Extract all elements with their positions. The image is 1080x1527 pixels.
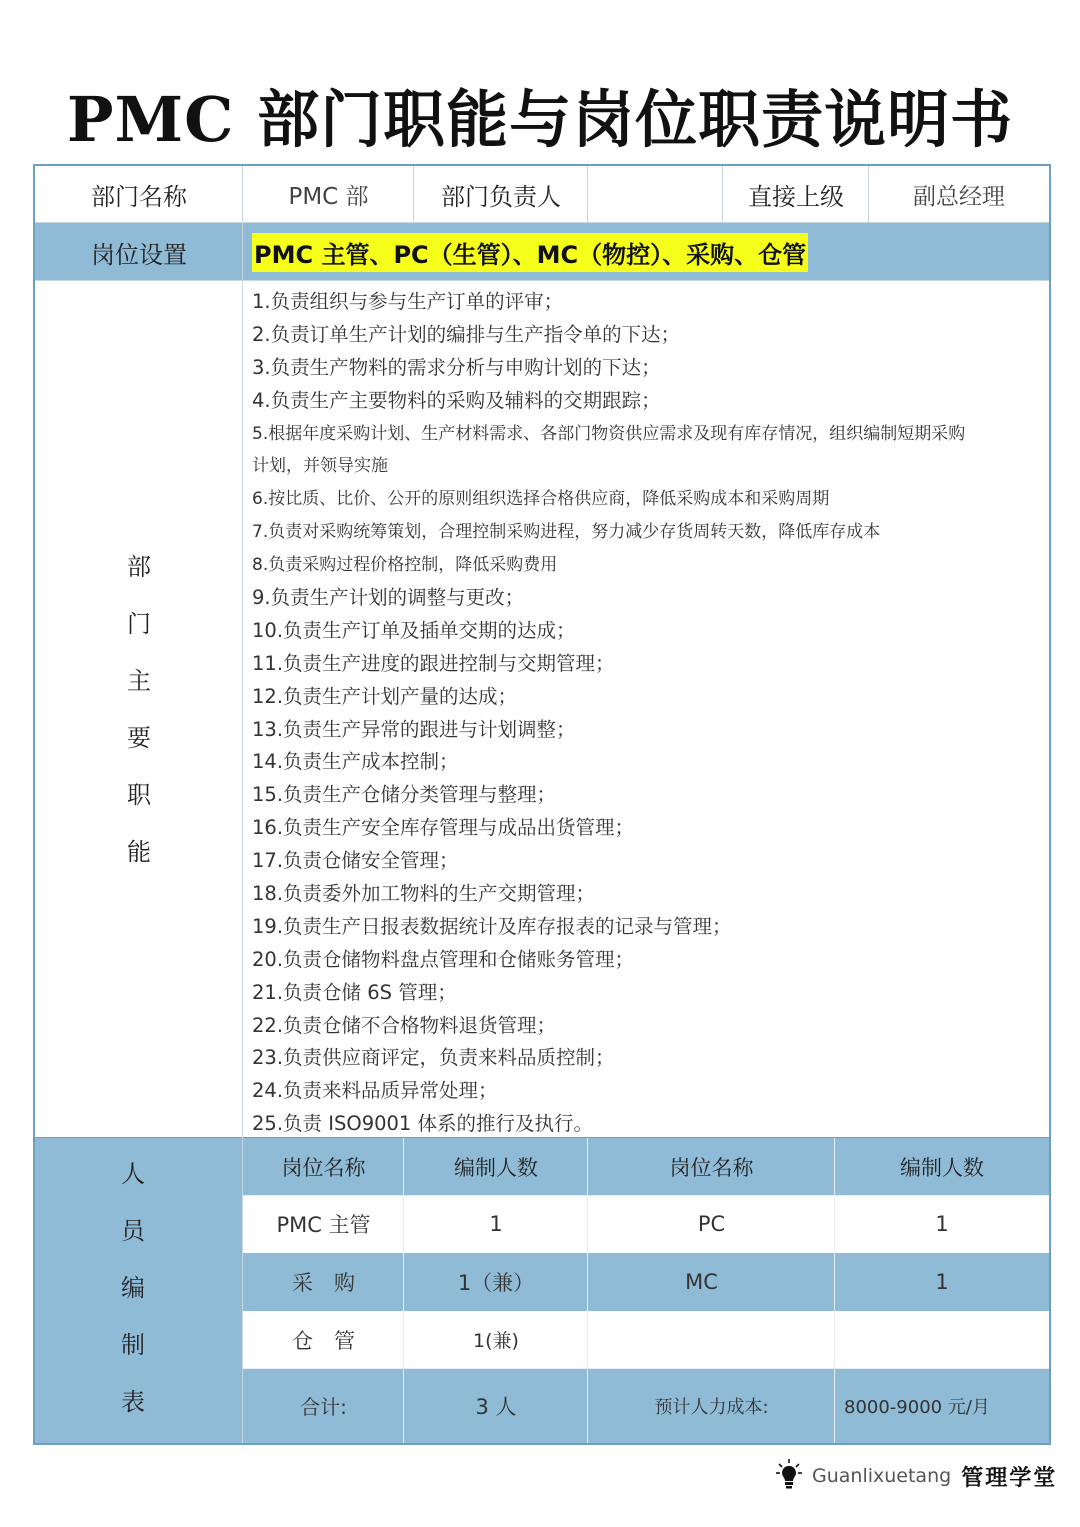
staffing-cell: PC: [697, 1212, 726, 1236]
divider: [868, 166, 869, 223]
duty-item: 8.负责采购过程价格控制，降低采购费用: [252, 555, 558, 576]
duty-item: 1.负责组织与参与生产订单的评审；: [252, 290, 564, 313]
duties-label-char: 主: [127, 666, 151, 695]
divider: [242, 166, 243, 1443]
footer-brand-text: Guanlixuetang: [812, 1465, 952, 1487]
duty-item: 19.负责生产日报表数据统计及库存报表的记录与管理；: [252, 914, 732, 938]
duty-item: 12.负责生产计划产量的达成；: [252, 684, 518, 708]
duty-item: 25.负责 ISO9001 体系的推行及执行。: [252, 1112, 594, 1136]
staffing-label-char: 员: [121, 1216, 145, 1245]
dept-name-label: 部门名称: [91, 183, 187, 211]
total-value: 3 人: [475, 1394, 517, 1419]
dept-head-label-cell: [414, 166, 588, 223]
duty-item: 9.负责生产计划的调整与更改；: [252, 586, 525, 610]
lightbulb-icon: [776, 1458, 802, 1494]
staffing-cell: 1: [935, 1270, 949, 1294]
staffing-cell: 1(兼): [473, 1330, 519, 1352]
duties-label-char: 能: [127, 837, 151, 866]
staffing-cell: [588, 1311, 835, 1368]
duty-item: 3.负责生产物料的需求分析与申购计划的下达；: [252, 355, 661, 379]
duties-list: [252, 286, 1047, 1141]
superior-label-cell: [723, 166, 869, 223]
duty-item: 13.负责生产异常的跟进与计划调整；: [252, 717, 576, 741]
duty-item: 4.负责生产主要物料的采购及辅料的交期跟踪；: [252, 388, 661, 412]
staffing-label-char: 表: [121, 1387, 145, 1416]
duty-item: 14.负责生产成本控制；: [252, 750, 459, 774]
document-table: [33, 164, 1051, 1445]
duty-item: 18.负责委外加工物料的生产交期管理；: [252, 882, 596, 906]
superior-label: 直接上级: [748, 183, 844, 211]
duties-label-char: 要: [127, 723, 151, 752]
staffing-header-cell: 编制人数: [900, 1155, 984, 1180]
dept-name-label-cell: [35, 166, 243, 223]
positions-value-cell: [243, 223, 1049, 281]
duties-label-char: 职: [127, 780, 151, 809]
duty-item: 5.根据年度采购计划、生产材料需求、各部门物资供应需求及现有库存情况，组织编制短期采购: [252, 423, 966, 444]
duties-label: [35, 281, 243, 1138]
staffing-cell: MC: [685, 1270, 718, 1294]
divider: [834, 1138, 835, 1443]
duty-item: 24.负责来料品质异常处理；: [252, 1079, 498, 1103]
superior-value: 副总经理: [913, 184, 1005, 210]
divider: [35, 1137, 1049, 1138]
footer-brand-cn: 管理学堂: [961, 1464, 1058, 1491]
staffing-header-cell: 岗位名称: [669, 1155, 754, 1180]
staffing-label-char: 编: [121, 1273, 145, 1302]
dept-name-value-cell: [243, 166, 414, 223]
positions-label: 岗位设置: [91, 240, 187, 269]
duty-item: 7.负责对采购统筹策划，合理控制采购进程，努力减少存货周转天数，降低库存成本: [252, 522, 881, 543]
duty-item: 16.负责生产安全库存管理与成品出货管理；: [252, 816, 635, 840]
page-title: PMC 部门职能与岗位职责说明书: [66, 83, 1014, 156]
duty-item: 10.负责生产订单及插单交期的达成；: [252, 618, 576, 642]
staffing-cell: 1: [489, 1212, 503, 1236]
duty-item: 15.负责生产仓储分类管理与整理；: [252, 783, 557, 807]
staffing-cell: 仓 管: [292, 1328, 355, 1353]
staffing-header-cell: 编制人数: [454, 1155, 538, 1180]
duty-item: 23.负责供应商评定，负责来料品质控制；: [252, 1046, 615, 1070]
duty-item: 计划，并领导实施: [252, 456, 388, 477]
divider: [243, 1368, 1049, 1369]
duty-item: 2.负责订单生产计划的编排与生产指令单的下达；: [252, 322, 681, 346]
staffing-label-char: 制: [121, 1330, 145, 1359]
total-label: 合计:: [300, 1395, 347, 1419]
cost-label: 预计人力成本:: [654, 1396, 769, 1418]
positions-value: PMC 主管、PC（生管）、MC（物控）、采购、仓管: [252, 233, 808, 272]
cost-value: 8000-9000 元/月: [844, 1396, 990, 1418]
divider: [35, 280, 1049, 281]
divider: [587, 1138, 588, 1443]
divider: [587, 166, 588, 223]
staffing-cell: [835, 1311, 1049, 1368]
divider: [403, 1138, 404, 1443]
staffing-header-cell: 岗位名称: [281, 1155, 366, 1180]
superior-value-cell: [869, 166, 1049, 223]
staffing-cell: 采 购: [292, 1271, 355, 1295]
staffing-cell: PMC 主管: [276, 1213, 371, 1237]
footer-brand: [776, 1458, 1057, 1494]
dept-head-label: 部门负责人: [441, 183, 561, 211]
staffing-cell: 1（兼）: [457, 1271, 535, 1295]
dept-head-value-cell: [588, 166, 723, 223]
duties-label-char: 部: [127, 552, 151, 581]
divider: [35, 222, 1049, 223]
divider: [243, 1195, 1049, 1196]
duty-item: 17.负责仓储安全管理；: [252, 849, 459, 873]
duty-item: 6.按比质、比价、公开的原则组织选择合格供应商，降低采购成本和采购周期: [252, 489, 830, 510]
staffing-cell: 1: [935, 1212, 949, 1236]
dept-name-value: PMC 部: [288, 184, 369, 210]
divider: [413, 166, 414, 223]
staffing-label-char: 人: [121, 1159, 145, 1188]
duty-item: 22.负责仓储不合格物料退货管理；: [252, 1013, 557, 1037]
positions-label-cell: [35, 223, 243, 281]
staffing-label: [35, 1138, 231, 1438]
duties-label-char: 门: [127, 609, 151, 638]
divider: [722, 166, 723, 223]
duty-item: 20.负责仓储物料盘点管理和仓储账务管理；: [252, 947, 635, 971]
duty-item: 21.负责仓储 6S 管理；: [252, 980, 457, 1004]
duty-item: 11.负责生产进度的跟进控制与交期管理；: [252, 651, 615, 675]
